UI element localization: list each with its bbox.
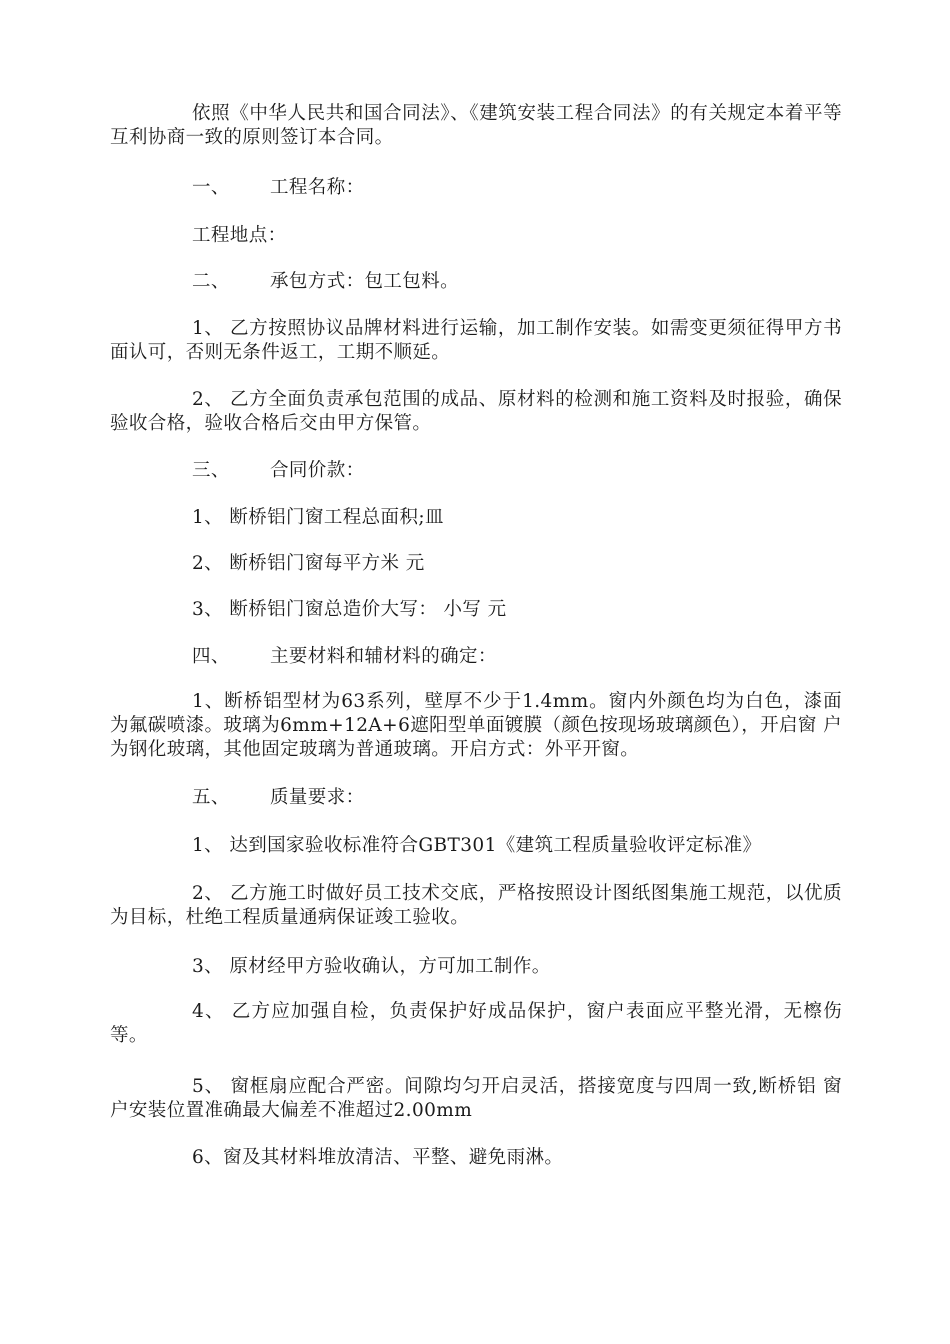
- section-3-heading: [192, 459, 365, 483]
- section-2-item-2: 2、 乙方全面负责承包范围的成品、原材料的检测和施工资料及时报验，确保验收合格，验收合格后交由甲方保管。: [110, 389, 842, 434]
- section-5-item-6: 6、窗及其材料堆放清洁、平整、避免雨淋。: [192, 1147, 564, 1168]
- section-1-number: 一、: [192, 177, 230, 198]
- section-2-title: 承包方式：包工包料。: [270, 271, 460, 292]
- section-1-heading: [192, 176, 365, 200]
- section-5-item-2: 2、 乙方施工时做好员工技术交底，严格按照设计图纸图集施工规范，以优质为目标，杜绝工程质量通病保证竣工验收。: [110, 883, 842, 928]
- section-3-title: 合同价款：: [270, 460, 365, 481]
- section-2-heading: [192, 270, 459, 294]
- section-5-item-5: 5、 窗框扇应配合严密。间隙均匀开启灵活，搭接宽度与四周一致,断桥铝 窗户安装位置准确最大偏差不准超过2.00mm: [110, 1076, 842, 1121]
- project-location: 工程地点：: [192, 225, 287, 246]
- section-5-item-1: 1、 达到国家验收标准符合GBT301《建筑工程质量验收评定标准》: [192, 835, 762, 856]
- section-5-number: 五、: [192, 787, 230, 808]
- section-4-number: 四、: [192, 646, 230, 667]
- section-3-item-1: 1、 断桥铝门窗工程总面积;皿: [192, 507, 444, 528]
- section-4-heading: [192, 645, 497, 669]
- section-3-item-2: 2、 断桥铝门窗每平方米 元: [192, 553, 425, 574]
- section-5-heading: [192, 786, 365, 810]
- intro-paragraph: 依照《中华人民共和国合同法》、《建筑安装工程合同法》的有关规定本着平等互利协商一致的原则签订本合同。: [110, 103, 842, 148]
- section-3-item-3: 3、 断桥铝门窗总造价大写： 小写 元: [192, 599, 507, 620]
- section-5-item-4: 4、 乙方应加强自检，负责保护好成品保护，窗户表面应平整光滑，无檫伤等。: [110, 1001, 842, 1046]
- section-5-title: 质量要求：: [270, 787, 365, 808]
- section-2-number: 二、: [192, 271, 230, 292]
- section-4-item-1: 1、断桥铝型材为63系列，壁厚不少于1.4mm。窗内外颜色均为白色，漆面为氟碳喷漆。玻璃为6mm+12A+6遮阳型单面镀膜（颜色按现场玻璃颜色），开启窗 户为钢化玻璃，其他固定玻璃为普通玻璃。开启方式：外平开窗。: [110, 691, 842, 760]
- section-1-title: 工程名称：: [270, 177, 365, 198]
- section-2-item-1: 1、 乙方按照协议品牌材料进行运输，加工制作安装。如需变更须征得甲方书面认可，否则无条件返工，工期不顺延。: [110, 318, 842, 363]
- section-3-number: 三、: [192, 460, 230, 481]
- section-4-title: 主要材料和辅材料的确定：: [270, 646, 497, 667]
- section-5-item-3: 3、 原材经甲方验收确认，方可加工制作。: [192, 956, 551, 977]
